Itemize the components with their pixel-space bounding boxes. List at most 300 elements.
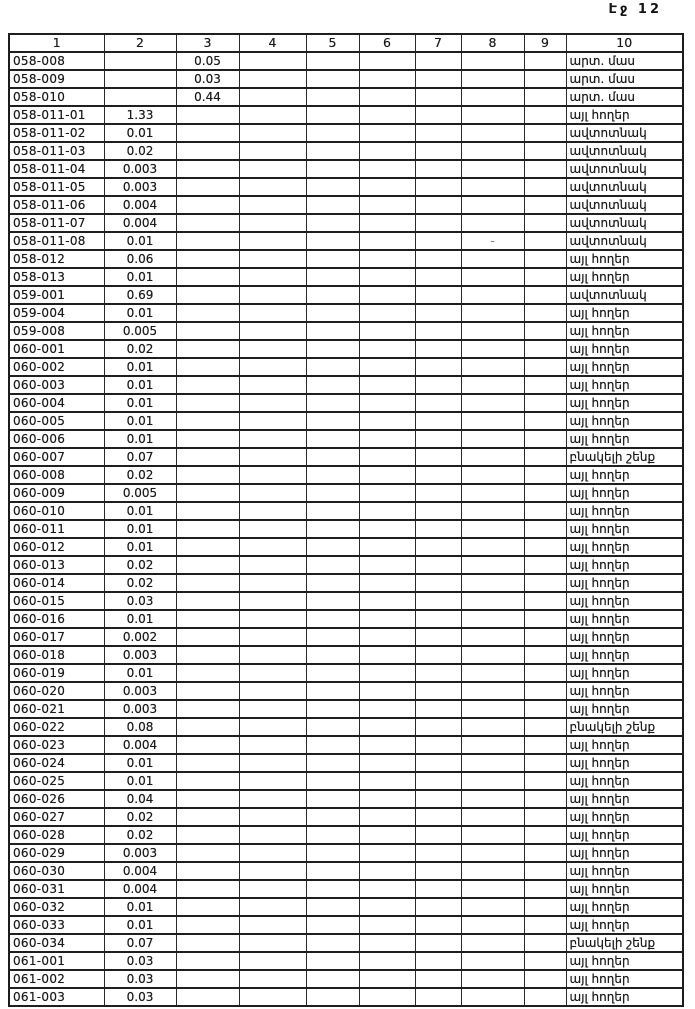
- cell-value: [176, 916, 239, 934]
- cell-empty: [524, 106, 566, 124]
- cell-land-type: ավտոտնակ: [566, 214, 683, 232]
- cell-value: 0.003: [104, 160, 176, 178]
- cell-code: 060-008: [9, 466, 104, 484]
- cell-empty: [306, 592, 359, 610]
- cell-empty: [524, 700, 566, 718]
- cell-value: [176, 574, 239, 592]
- cell-empty: [306, 196, 359, 214]
- cell-land-type: այլ հողեր: [566, 916, 683, 934]
- cell-empty: [306, 970, 359, 988]
- cell-empty: [359, 754, 415, 772]
- cell-empty: [524, 988, 566, 1006]
- cell-land-type: այլ հողեր: [566, 376, 683, 394]
- cell-empty: [239, 664, 306, 682]
- cell-empty: [461, 70, 524, 88]
- cell-empty: [239, 610, 306, 628]
- cell-empty: [239, 286, 306, 304]
- cell-empty: [359, 70, 415, 88]
- cell-value: [176, 790, 239, 808]
- cell-empty: [239, 880, 306, 898]
- cell-empty: [415, 466, 461, 484]
- cell-code: 060-005: [9, 412, 104, 430]
- cell-land-type: այլ հողեր: [566, 502, 683, 520]
- cell-empty: [306, 52, 359, 70]
- cell-land-type: այլ հողեր: [566, 772, 683, 790]
- cell-empty: [461, 106, 524, 124]
- cell-code: 061-001: [9, 952, 104, 970]
- cell-empty: [239, 700, 306, 718]
- table-row: [9, 574, 683, 592]
- cell-empty: [239, 538, 306, 556]
- cell-empty: [524, 394, 566, 412]
- table-row: [9, 412, 683, 430]
- cell-empty: [524, 502, 566, 520]
- cell-empty: [461, 646, 524, 664]
- cell-empty: [524, 232, 566, 250]
- cell-empty: [306, 988, 359, 1006]
- cell-empty: [239, 898, 306, 916]
- cell-empty: [461, 160, 524, 178]
- cell-empty: [524, 484, 566, 502]
- cell-empty: [524, 250, 566, 268]
- table-row: [9, 844, 683, 862]
- cell-value: 0.03: [104, 952, 176, 970]
- table-row: [9, 106, 683, 124]
- cell-empty: [524, 430, 566, 448]
- cell-land-type: ավտոտնակ: [566, 142, 683, 160]
- cell-value: 0.004: [104, 862, 176, 880]
- cell-code: 060-006: [9, 430, 104, 448]
- table-row: [9, 430, 683, 448]
- cell-empty: [415, 304, 461, 322]
- cell-empty: [239, 484, 306, 502]
- cell-code: 060-021: [9, 700, 104, 718]
- column-header-10: 10: [566, 34, 683, 52]
- cell-empty: [524, 556, 566, 574]
- cell-land-type: բնակելի շենք: [566, 448, 683, 466]
- cell-empty: [359, 574, 415, 592]
- cell-empty: [306, 376, 359, 394]
- cell-land-type: ավտոտնակ: [566, 160, 683, 178]
- cell-value: [176, 988, 239, 1006]
- table-row: [9, 520, 683, 538]
- cell-empty: [415, 106, 461, 124]
- cell-empty: [415, 124, 461, 142]
- cell-value: 0.02: [104, 556, 176, 574]
- cell-empty: [415, 718, 461, 736]
- cell-value: 0.07: [104, 448, 176, 466]
- cell-empty: [461, 214, 524, 232]
- cell-empty: [415, 772, 461, 790]
- cell-land-type: այլ հողեր: [566, 880, 683, 898]
- cell-empty: [239, 340, 306, 358]
- cell-empty: [359, 178, 415, 196]
- cell-empty: [306, 160, 359, 178]
- cell-empty: [239, 682, 306, 700]
- table-row: [9, 286, 683, 304]
- cell-land-type: այլ հողեր: [566, 952, 683, 970]
- cell-code: 060-023: [9, 736, 104, 754]
- cell-empty: [461, 736, 524, 754]
- table-row: [9, 142, 683, 160]
- cell-land-type: ավտոտնակ: [566, 286, 683, 304]
- cell-land-type: ավտոտնակ: [566, 178, 683, 196]
- cell-empty: [524, 322, 566, 340]
- cell-empty: [239, 502, 306, 520]
- table-row: [9, 754, 683, 772]
- cell-empty: [359, 988, 415, 1006]
- column-header-6: 6: [359, 34, 415, 52]
- cell-land-type: արտ. մաս: [566, 88, 683, 106]
- cell-code: 060-029: [9, 844, 104, 862]
- cell-land-type: արտ. մաս: [566, 70, 683, 88]
- cell-empty: [461, 664, 524, 682]
- cell-empty: -: [461, 232, 524, 250]
- cell-empty: [306, 790, 359, 808]
- cell-empty: [415, 484, 461, 502]
- cell-empty: [524, 862, 566, 880]
- cell-empty: [359, 808, 415, 826]
- cell-empty: [461, 898, 524, 916]
- cell-value: [176, 160, 239, 178]
- cell-value: [176, 898, 239, 916]
- cell-code: 059-008: [9, 322, 104, 340]
- cell-empty: [239, 412, 306, 430]
- cell-empty: [524, 826, 566, 844]
- cell-empty: [415, 646, 461, 664]
- cell-empty: [239, 718, 306, 736]
- cell-empty: [306, 394, 359, 412]
- cell-empty: [239, 214, 306, 232]
- cell-empty: [415, 970, 461, 988]
- cell-empty: [359, 160, 415, 178]
- cell-empty: [524, 682, 566, 700]
- cell-code: 060-017: [9, 628, 104, 646]
- cell-land-type: այլ հողեր: [566, 754, 683, 772]
- cell-empty: [461, 358, 524, 376]
- cell-empty: [239, 736, 306, 754]
- cell-empty: [524, 790, 566, 808]
- cell-value: 0.003: [104, 700, 176, 718]
- cell-value: 0.44: [176, 88, 239, 106]
- cell-empty: [239, 628, 306, 646]
- cell-value: 0.01: [104, 304, 176, 322]
- cell-value: 0.06: [104, 250, 176, 268]
- cell-value: [176, 520, 239, 538]
- cell-land-type: այլ հողեր: [566, 556, 683, 574]
- cell-empty: [306, 232, 359, 250]
- column-header-9: 9: [524, 34, 566, 52]
- cell-value: 0.05: [176, 52, 239, 70]
- cell-empty: [239, 448, 306, 466]
- table-row: [9, 682, 683, 700]
- cell-empty: [415, 556, 461, 574]
- cell-value: [176, 736, 239, 754]
- cell-empty: [415, 340, 461, 358]
- cell-empty: [461, 700, 524, 718]
- cell-empty: [524, 268, 566, 286]
- cell-value: [176, 538, 239, 556]
- cell-code: 060-018: [9, 646, 104, 664]
- cell-value: 0.03: [104, 970, 176, 988]
- column-header-4: 4: [239, 34, 306, 52]
- cell-empty: [359, 376, 415, 394]
- cell-code: 060-025: [9, 772, 104, 790]
- cell-value: [176, 880, 239, 898]
- cell-value: 0.01: [104, 916, 176, 934]
- cell-code: 058-011-04: [9, 160, 104, 178]
- cell-land-type: ավտոտնակ: [566, 196, 683, 214]
- cell-empty: [306, 754, 359, 772]
- cell-code: 060-031: [9, 880, 104, 898]
- cell-land-type: այլ հողեր: [566, 322, 683, 340]
- cell-empty: [524, 844, 566, 862]
- cell-value: [176, 610, 239, 628]
- cell-empty: [239, 106, 306, 124]
- cell-code: 060-022: [9, 718, 104, 736]
- cell-empty: [461, 412, 524, 430]
- cell-empty: [359, 772, 415, 790]
- cell-empty: [239, 934, 306, 952]
- cell-code: 058-011-08: [9, 232, 104, 250]
- cell-empty: [306, 628, 359, 646]
- cell-value: 0.04: [104, 790, 176, 808]
- cell-value: [176, 430, 239, 448]
- cell-empty: [306, 412, 359, 430]
- table-row: [9, 304, 683, 322]
- cell-code: 060-026: [9, 790, 104, 808]
- cell-value: 0.02: [104, 808, 176, 826]
- table-row: [9, 772, 683, 790]
- table-row: [9, 934, 683, 952]
- cell-empty: [415, 664, 461, 682]
- cell-value: 0.01: [104, 664, 176, 682]
- cell-land-type: այլ հողեր: [566, 484, 683, 502]
- cell-empty: [239, 88, 306, 106]
- column-header-8: 8: [461, 34, 524, 52]
- cell-empty: [415, 700, 461, 718]
- cell-code: 058-010: [9, 88, 104, 106]
- cell-value: [176, 142, 239, 160]
- cell-land-type: այլ հողեր: [566, 808, 683, 826]
- cell-value: 0.03: [104, 592, 176, 610]
- cell-value: 0.005: [104, 322, 176, 340]
- cell-code: 058-011-01: [9, 106, 104, 124]
- table-row: [9, 736, 683, 754]
- cell-empty: [415, 70, 461, 88]
- cell-empty: [359, 322, 415, 340]
- cell-empty: [461, 124, 524, 142]
- cell-value: [176, 826, 239, 844]
- cell-code: 058-013: [9, 268, 104, 286]
- cell-empty: [306, 772, 359, 790]
- cell-empty: [461, 250, 524, 268]
- cell-code: 058-012: [9, 250, 104, 268]
- cell-value: [176, 286, 239, 304]
- cell-empty: [415, 790, 461, 808]
- cell-land-type: այլ հողեր: [566, 520, 683, 538]
- cell-empty: [359, 268, 415, 286]
- cell-empty: [524, 754, 566, 772]
- cell-land-type: այլ հողեր: [566, 628, 683, 646]
- cell-empty: [461, 610, 524, 628]
- cell-value: [176, 700, 239, 718]
- cell-empty: [415, 628, 461, 646]
- cell-empty: [461, 376, 524, 394]
- table-row: [9, 52, 683, 70]
- cell-empty: [524, 664, 566, 682]
- cell-empty: [239, 250, 306, 268]
- cell-empty: [415, 844, 461, 862]
- cell-empty: [239, 754, 306, 772]
- cell-empty: [461, 772, 524, 790]
- cell-empty: [461, 952, 524, 970]
- cell-land-type: այլ հողեր: [566, 736, 683, 754]
- cell-empty: [415, 160, 461, 178]
- cell-code: 060-011: [9, 520, 104, 538]
- cell-empty: [239, 322, 306, 340]
- cell-empty: [461, 88, 524, 106]
- cell-empty: [415, 376, 461, 394]
- cell-empty: [524, 142, 566, 160]
- table-row: [9, 916, 683, 934]
- cell-empty: [415, 214, 461, 232]
- cell-value: 0.01: [104, 268, 176, 286]
- cell-code: 058-011-06: [9, 196, 104, 214]
- table-row: [9, 700, 683, 718]
- cell-empty: [461, 718, 524, 736]
- cell-empty: [306, 934, 359, 952]
- cell-empty: [306, 106, 359, 124]
- cell-value: [176, 394, 239, 412]
- cell-empty: [306, 70, 359, 88]
- cell-empty: [306, 610, 359, 628]
- cell-value: [104, 88, 176, 106]
- table-row: [9, 592, 683, 610]
- cell-empty: [524, 124, 566, 142]
- cell-empty: [461, 322, 524, 340]
- cell-empty: [359, 790, 415, 808]
- cell-empty: [524, 934, 566, 952]
- cell-value: [176, 646, 239, 664]
- cell-empty: [524, 646, 566, 664]
- cell-empty: [524, 970, 566, 988]
- cell-value: 0.004: [104, 880, 176, 898]
- cell-empty: [359, 646, 415, 664]
- cell-code: 060-034: [9, 934, 104, 952]
- cell-empty: [306, 700, 359, 718]
- cell-empty: [461, 556, 524, 574]
- cell-land-type: այլ հողեր: [566, 106, 683, 124]
- table-row: [9, 448, 683, 466]
- cell-empty: [415, 322, 461, 340]
- cell-value: 0.01: [104, 430, 176, 448]
- cell-land-type: այլ հողեր: [566, 610, 683, 628]
- cell-empty: [524, 412, 566, 430]
- table-row: [9, 88, 683, 106]
- cell-value: [176, 556, 239, 574]
- cell-code: 060-012: [9, 538, 104, 556]
- cell-empty: [239, 232, 306, 250]
- cell-code: 060-009: [9, 484, 104, 502]
- cell-empty: [415, 916, 461, 934]
- cell-empty: [415, 268, 461, 286]
- cell-value: 0.003: [104, 682, 176, 700]
- cell-empty: [524, 952, 566, 970]
- cadastral-table: [8, 33, 684, 1007]
- cell-land-type: ավտոտնակ: [566, 124, 683, 142]
- cell-empty: [524, 916, 566, 934]
- cell-empty: [239, 376, 306, 394]
- cell-value: [176, 754, 239, 772]
- table-row: [9, 124, 683, 142]
- cell-empty: [239, 466, 306, 484]
- cell-value: 0.08: [104, 718, 176, 736]
- cell-empty: [524, 70, 566, 88]
- cell-empty: [239, 646, 306, 664]
- cell-value: 0.003: [104, 844, 176, 862]
- cell-value: 0.01: [104, 376, 176, 394]
- cell-empty: [524, 880, 566, 898]
- cell-empty: [239, 394, 306, 412]
- cell-value: [176, 250, 239, 268]
- cell-land-type: այլ հողեր: [566, 412, 683, 430]
- cell-empty: [239, 772, 306, 790]
- cell-empty: [415, 88, 461, 106]
- table-row: [9, 160, 683, 178]
- cell-land-type: այլ հողեր: [566, 682, 683, 700]
- cell-empty: [239, 790, 306, 808]
- cell-empty: [239, 160, 306, 178]
- cell-land-type: այլ հողեր: [566, 700, 683, 718]
- cell-empty: [524, 448, 566, 466]
- cell-land-type: այլ հողեր: [566, 592, 683, 610]
- table-row: [9, 826, 683, 844]
- cell-empty: [461, 430, 524, 448]
- cell-empty: [524, 538, 566, 556]
- cell-empty: [306, 178, 359, 196]
- cell-empty: [524, 466, 566, 484]
- table-row: [9, 610, 683, 628]
- cell-empty: [461, 862, 524, 880]
- cell-empty: [359, 826, 415, 844]
- table-row: [9, 988, 683, 1006]
- cell-empty: [524, 718, 566, 736]
- table-row: [9, 250, 683, 268]
- cell-land-type: այլ հողեր: [566, 898, 683, 916]
- column-header-5: 5: [306, 34, 359, 52]
- cell-value: [176, 628, 239, 646]
- table-row: [9, 538, 683, 556]
- cell-empty: [306, 844, 359, 862]
- cell-land-type: բնակելի շենք: [566, 718, 683, 736]
- cell-empty: [461, 754, 524, 772]
- cell-empty: [306, 718, 359, 736]
- cell-empty: [524, 196, 566, 214]
- table-row: [9, 70, 683, 88]
- cell-empty: [306, 808, 359, 826]
- cell-empty: [461, 304, 524, 322]
- cell-empty: [306, 142, 359, 160]
- cell-empty: [415, 250, 461, 268]
- cell-empty: [415, 988, 461, 1006]
- cell-empty: [306, 556, 359, 574]
- cell-empty: [306, 538, 359, 556]
- cell-code: 058-011-03: [9, 142, 104, 160]
- cell-empty: [359, 196, 415, 214]
- cell-empty: [359, 250, 415, 268]
- cell-empty: [359, 88, 415, 106]
